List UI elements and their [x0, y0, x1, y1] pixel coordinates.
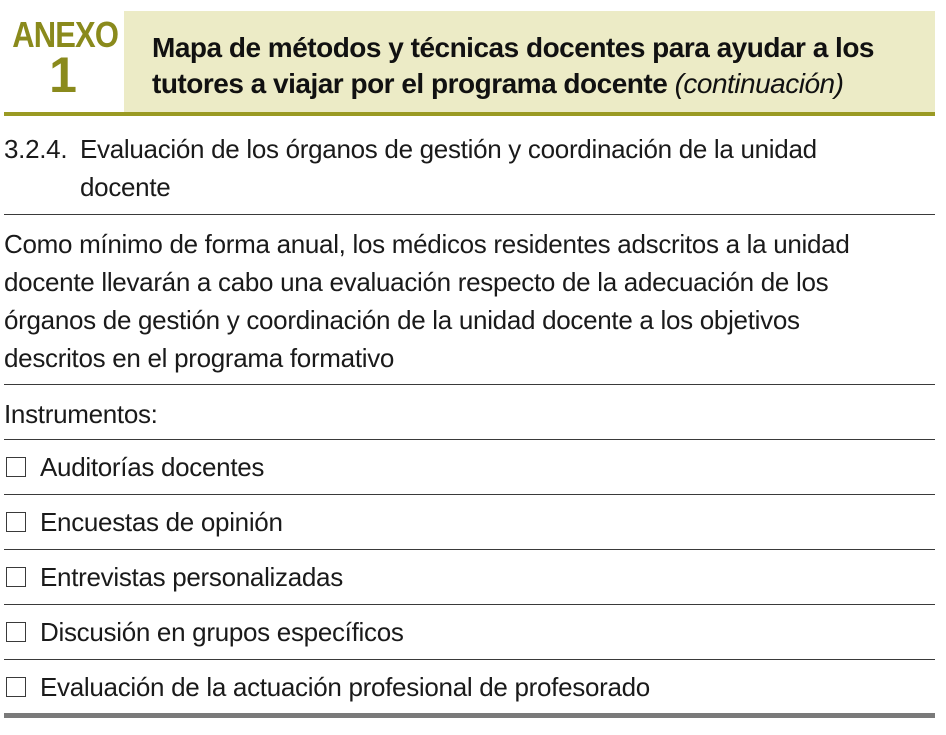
checkbox[interactable] — [6, 677, 26, 697]
divider — [4, 384, 935, 385]
list-item-label: Entrevistas personalizadas — [40, 562, 343, 592]
description-line: Como mínimo de forma anual, los médicos residentes adscritos a la unidad — [4, 229, 850, 259]
section-number: 3.2.4. — [4, 134, 68, 164]
header-divider — [4, 112, 935, 116]
description-line: docente llevarán a cabo una evaluación respecto de la adecuación de los — [4, 267, 829, 297]
section-title-line1-row — [4, 130, 935, 168]
annex-number: 1 — [49, 47, 77, 103]
title-panel — [124, 11, 935, 112]
list-item-label: Auditorías docentes — [40, 452, 265, 482]
list-item — [4, 495, 935, 549]
annex-header — [0, 0, 946, 116]
section-title-line2: docente — [80, 172, 171, 202]
list-item — [4, 440, 935, 494]
instrument-list — [4, 660, 935, 714]
instrument-list — [4, 605, 935, 659]
instruments-label: Instrumentos: — [4, 399, 158, 429]
list-item — [4, 660, 935, 714]
list-item-label: Encuestas de opinión — [40, 507, 283, 537]
description-line: órganos de gestión y coordinación de la unidad docente a los objetivos — [4, 305, 800, 335]
description-line: descritos en el programa formativo — [4, 343, 395, 373]
page-title — [152, 30, 932, 102]
divider — [4, 214, 935, 215]
instrument-list — [4, 495, 935, 549]
list-item — [4, 550, 935, 604]
checkbox[interactable] — [6, 512, 26, 532]
checkbox[interactable] — [6, 622, 26, 642]
list-item-label: Evaluación de la actuación profesional de profesorado — [40, 672, 650, 702]
section-heading — [4, 130, 935, 206]
bottom-divider — [4, 713, 935, 718]
instrument-list — [4, 440, 935, 494]
section-title-line1: Evaluación de los órganos de gestión y coordinación de la unidad — [80, 134, 817, 164]
page-title-main: Mapa de métodos y técnicas docentes para ayudar a los tutores a viajar por el programa docente — [152, 32, 874, 99]
description-block — [4, 225, 935, 377]
instrument-list — [4, 550, 935, 604]
page-title-suffix: (continuación) — [674, 68, 844, 99]
annex-badge — [4, 8, 122, 112]
list-item — [4, 605, 935, 659]
list-item-label: Discusión en grupos específicos — [40, 617, 404, 647]
annex-word: ANEXO — [12, 14, 119, 55]
checkbox[interactable] — [6, 457, 26, 477]
checkbox[interactable] — [6, 567, 26, 587]
